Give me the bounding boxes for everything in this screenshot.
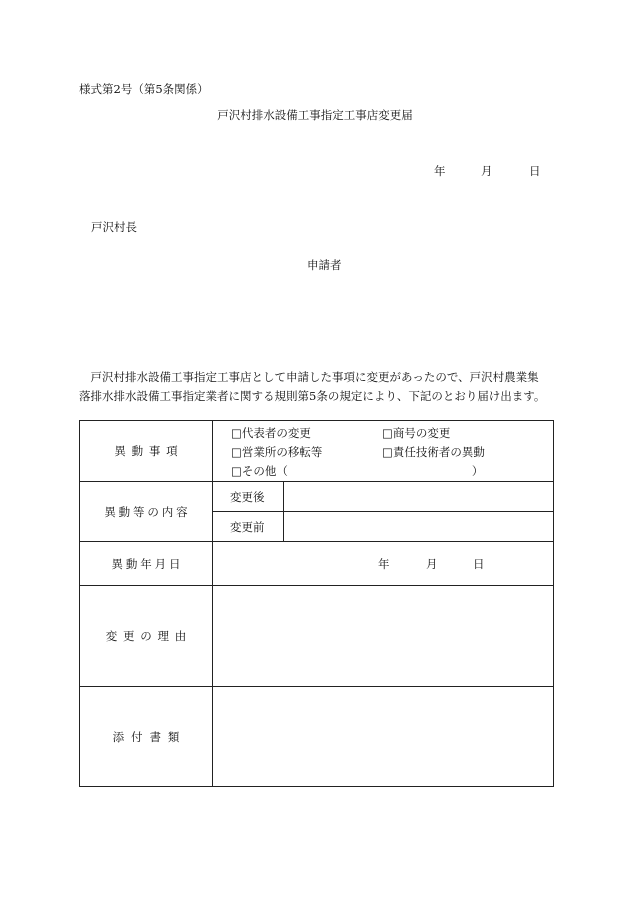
before-change-field[interactable] (284, 512, 554, 542)
date-day-unit: 日 (529, 164, 541, 178)
change-content-label: 異動等の内容 (80, 482, 213, 542)
change-date-day-unit: 日 (473, 557, 485, 571)
checkbox-chief-engineer-change[interactable]: □責任技術者の異動 (382, 445, 485, 459)
change-reason-field[interactable] (213, 586, 554, 687)
document-title: 戸沢村排水設備工事指定工事店変更届 (217, 108, 413, 122)
after-change-label: 変更後 (213, 482, 284, 512)
form-number: 様式第2号（第5条関係） (79, 82, 209, 96)
body-line: 落排水排水設備工事指定業者に関する規則第5条の規定により、下記のとおり届け出ます。 (79, 389, 546, 403)
body-line: 戸沢村排水設備工事指定工事店として申請した事項に変更があったので、戸沢村農業集 (79, 370, 539, 384)
change-items-label: 異動事項 (80, 421, 213, 482)
date-year-unit: 年 (434, 164, 446, 178)
change-date-month-unit: 月 (426, 557, 438, 571)
checkbox-representative-change[interactable]: □代表者の変更 (231, 426, 311, 440)
attachments-field[interactable] (213, 687, 554, 787)
change-items-options (213, 421, 554, 482)
body-text (79, 368, 559, 406)
checkbox-other[interactable]: □その他（ ） (231, 464, 484, 478)
addressee: 戸沢村長 (91, 220, 137, 234)
date-month-unit: 月 (481, 164, 493, 178)
before-change-label: 変更前 (213, 512, 284, 542)
change-date-field[interactable] (213, 542, 554, 586)
attachments-label: 添付書類 (80, 687, 213, 787)
applicant-label: 申請者 (307, 258, 342, 272)
change-date-label: 異動年月日 (80, 542, 213, 586)
checkbox-office-relocation[interactable]: □営業所の移転等 (231, 445, 323, 459)
checkbox-trade-name-change[interactable]: □商号の変更 (382, 426, 451, 440)
change-form-table (79, 420, 554, 787)
change-date-year-unit: 年 (378, 557, 390, 571)
after-change-field[interactable] (284, 482, 554, 512)
change-reason-label: 変更の理由 (80, 586, 213, 687)
